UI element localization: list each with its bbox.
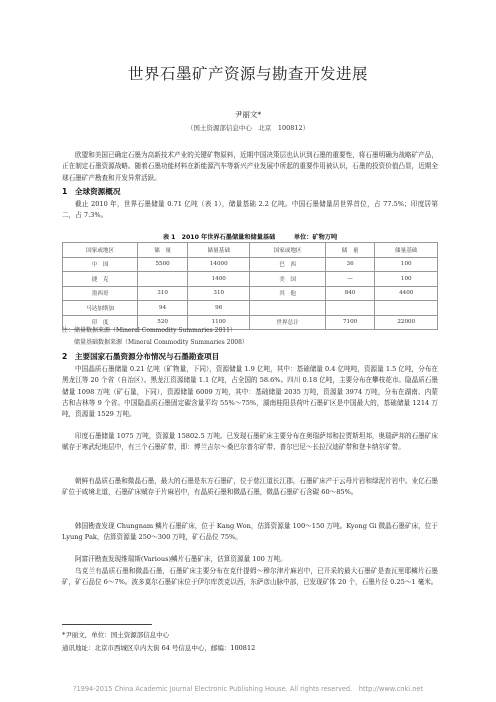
north-korea-paragraph: 朝鲜有晶质石墨和微晶石墨，最大的石墨是东方石墨矿，位于慈江道长江郡，石墨矿床产于云母片岩和绿泥片岩中。业亿石墨矿位于咸境北道，石墨矿床赋存于片麻岩中，有晶质石墨和微晶石墨，微晶石墨矿石含碳 60～85%。: [62, 477, 438, 497]
afghanistan-paragraph: 阿富汗勘查发现维瑞斯(Various)鳞片石墨矿床，估算资源量 100 万吨。: [75, 555, 287, 563]
table-cell: 310: [138, 286, 188, 301]
table-cell: [375, 301, 438, 316]
table-header-cell: 国家或地区: [63, 243, 138, 258]
table-cell: [138, 272, 188, 287]
table-header-cell: 储量基础: [187, 243, 250, 258]
table-cell: 7100: [325, 315, 375, 330]
table-cell: 14000: [187, 257, 250, 272]
section-1-paragraph: 截止 2010 年，世界石墨储量 0.71 亿吨（表 1），储量基础 2.2 亿吨。中国石墨储量居世界首位，占 77.5%；印度居第二，占 7.3%。: [62, 200, 438, 220]
table-cell: 4400: [375, 286, 438, 301]
table-cell: 100: [375, 257, 438, 272]
section-1-heading: 1 全球资源概况: [62, 187, 121, 196]
footnote-address: 通讯地址：北京市西城区阜内大街 64 号信息中心，邮编：100812: [62, 644, 256, 652]
copyright-footer: ?1994-2015 China Academic Journal Electronic Publishing House. All rights reserved. http://www.cnki.net: [72, 685, 424, 693]
table-cell: 捷 克: [63, 272, 138, 287]
table-cell: 美 国: [250, 272, 325, 287]
table-cell: 94: [138, 301, 188, 316]
table-row: [63, 286, 438, 301]
south-korea-paragraph: 韩国勘查发现 Chungnam 鳞片石墨矿床，位于 Kang Won，估算资源量 100～150 万吨。Kyong Gi 微晶石墨矿床，位于 Lyung Pak，估算资源量 250～300 万吨，矿石品位 75%。: [62, 522, 438, 542]
intro-paragraph: 欧盟和美国已确定石墨为高新技术产业的关键矿物原料，近期中国决策层也认识到石墨的重要性，将石墨明确为战略矿产品，正在制定石墨资源战略。随着石墨功能材料在新能源汽车等新兴产业发展中所起的重要作用被认识，石墨的投资价值凸显，近期全球石墨矿产勘查和开发异常活跃。: [62, 151, 438, 182]
author-line: 尹丽文*: [234, 110, 262, 119]
table-cell: [325, 301, 375, 316]
table-cell: 36: [325, 257, 375, 272]
table-cell: 马达加斯加: [63, 301, 138, 316]
table-cell: 印 度: [63, 315, 138, 330]
table-cell: 840: [325, 286, 375, 301]
ukraine-paragraph: 乌克兰有晶质石墨和微晶石墨，石墨矿床主要分布在克什提姆～穆尔津片麻岩中，已开采的最大石墨矿是查瓦里耶鳞片石墨矿，矿石品位 6～7%。波多莫尔石墨矿床位于伊尔库茨克以西，东萨彦山脉中部，已发现矿体 20 个，石墨片径 0.25～1 毫米。: [62, 567, 438, 587]
table-cell: 其 他: [250, 286, 325, 301]
table-note-reserve-base: 储量基础数据来源（Mineral Commodity Summaries 2008）: [74, 339, 248, 346]
table-1-caption: 表 1 2010 年世界石墨储量和储量基础 单位：矿物万吨: [162, 234, 338, 241]
table-cell: 520: [138, 315, 188, 330]
table-cell: 96: [187, 301, 250, 316]
table-header-cell: 储 量: [138, 243, 188, 258]
table-row: [63, 257, 438, 272]
table-header-cell: 储量基础: [375, 243, 438, 258]
table-cell: [250, 301, 325, 316]
table-cell: 中 国: [63, 257, 138, 272]
table-note-reserves: 注：储量数据来源（Mineral Commodity Summaries 2011）: [62, 327, 236, 334]
paper-title: 世界石墨矿产资源与勘查开发进展: [127, 65, 368, 83]
table-header-cell: 国家或地区: [250, 243, 325, 258]
table-cell: —: [325, 272, 375, 287]
footnote-author: *尹丽文，单位：国土资源部信息中心: [62, 631, 170, 639]
table-cell: 世界总计: [250, 315, 325, 330]
table-row: [63, 301, 438, 316]
footnote-divider: [62, 624, 152, 625]
table-cell: 1100: [187, 315, 250, 330]
section-2-heading: 2 主要国家石墨资源分布情况与石墨勘查项目: [62, 352, 220, 361]
india-paragraph: 印度石墨储量 1075 万吨，资源量 15802.5 万吨。已发现石墨矿床主要分布在奥瑞萨邦和拉贾斯坦邦，奥瑞萨邦的石墨矿床赋存于寒武纪地层中，有三个石墨矿带，即：博兰吉尔～桑巴尔普尔矿带、普尔巴尼～长拉汉迪矿带和登卡纳尔矿带。: [62, 432, 438, 452]
table-cell: 5500: [138, 257, 188, 272]
table-cell: 巴 西: [250, 257, 325, 272]
table-header-cell: 储 量: [325, 243, 375, 258]
table-cell: 100: [375, 272, 438, 287]
table-cell: 墨西哥: [63, 286, 138, 301]
china-paragraph: 中国晶质石墨储量 0.21 亿吨（矿物量，下同），资源储量 1.9 亿吨，其中：基础储量 0.4 亿吨吨，资源量 1.5 亿吨，分布在黑龙江等 20 个省（自治区）。黑龙江资源储量 1.1 亿吨，占全国的 58.6%。四川 0.18 亿吨，主要分布在攀枝花市。隐晶质石墨储量 1098 万吨（矿石量，下同），资源储量 6009 万吨，其中：基础储量 2035 万吨，资源量 3974 万吨，分布在湖南、内蒙古和吉林等 9 个省。中国隐晶质石墨固定碳含量平均 55%～75%，湖南桂阳县荷叶石墨矿区是中国最大的，基础储量 1214 万吨，资源量 1529 万吨。: [62, 365, 438, 419]
table-cell: 22000: [375, 315, 438, 330]
affiliation-line: （国土资源部信息中心 北京 100812）: [186, 124, 310, 132]
table-row: [63, 272, 438, 287]
table-cell: 1400: [187, 272, 250, 287]
table-header-row: [63, 243, 438, 258]
table-cell: 310: [187, 286, 250, 301]
table-1: [62, 242, 438, 330]
